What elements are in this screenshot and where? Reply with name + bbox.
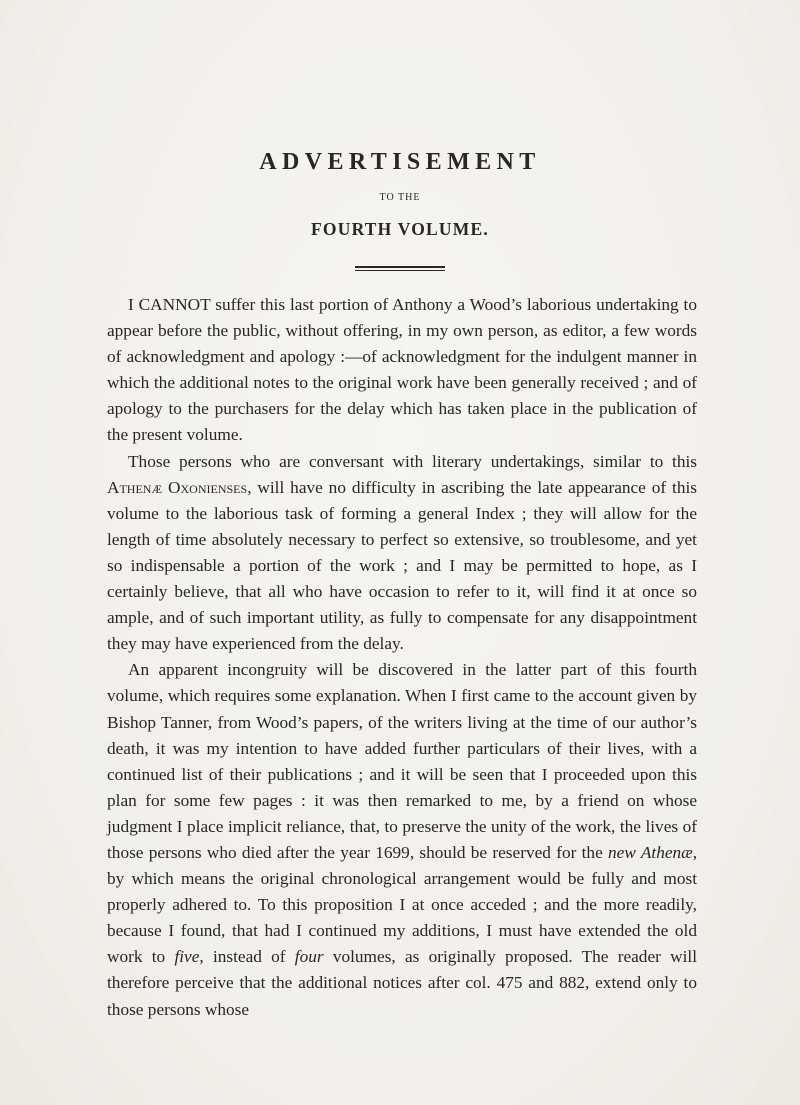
double-rule-divider <box>355 266 445 272</box>
paragraph-text: volumes, as originally proposed. The reader will therefore perceive that the additional notices after col. 475 and 882, extend only to those persons whose <box>107 947 697 1019</box>
italic-text: four <box>294 947 324 967</box>
rule-thin-line <box>355 270 445 271</box>
paragraph-index-delay <box>107 449 697 658</box>
paragraph-text: , will have no difficulty in ascribing the late appearance of this volume to the laborious task of forming a general Index ; they will allow for the length of time absolutely necessary to perfect so extensive, so troublesome, and yet so indispensable a portion of the work ; and I may be permitted to hope, as I certainly believe, that all who have occasion to refer to it, will find it at once so ample, and of such important utility, as fully to compensate for any disappointment they may have experienced from the delay. <box>107 477 697 654</box>
paragraph-acknowledgment: I CANNOT suffer this last portion of Anthony a Wood’s laborious undertaking to appear before the public, without offering, in my own person, as editor, a few words of acknowledgment and apology :—of acknowledgment for the indulgent manner in which the additional notes to the original work have been generally received ; and of apology to the purchasers for the delay which has taken place in the publication of the present volume. <box>107 295 697 445</box>
body-text <box>107 292 697 1023</box>
paragraph-text: , by which means the original chronological arrangement would be fully and most properly adhered to. To this proposition I at once acceded ; and the more readily, because I found, that had I continued my additions, I must have extended the old work to <box>107 842 698 967</box>
subtitle-volume: FOURTH VOLUME. <box>311 219 489 239</box>
page-title: ADVERTISEMENT <box>259 149 541 175</box>
rule-thick-line <box>355 266 445 268</box>
italic-text: five <box>174 947 200 967</box>
subtitle-to-the: TO THE <box>379 192 421 203</box>
paragraph-text: An apparent incongruity will be discovered in the latter part of this fourth volume, which requires some explanation. When I first came to the account given by Bishop Tanner, from Wood’s papers, of the writers living at the time of our author’s death, it was my intention to have added further particulars of their lives, with a continued list of their publications ; and it will be seen that I proceeded upon this plan for some few pages : it was then remarked to me, by a friend on whose judgment I place implicit reliance, that, to preserve the unity of the work, the lives of those persons who died after the year 1699, should be reserved for the <box>107 660 697 862</box>
paragraph-text: , instead of <box>199 947 295 967</box>
italic-text: new Athenæ <box>608 842 693 862</box>
paragraph-incongruity <box>107 657 697 1022</box>
paragraph-text: Those persons who are conversant with literary undertakings, similar to this <box>128 451 697 471</box>
book-title-smallcaps: Athenæ Oxonienses <box>107 477 248 497</box>
